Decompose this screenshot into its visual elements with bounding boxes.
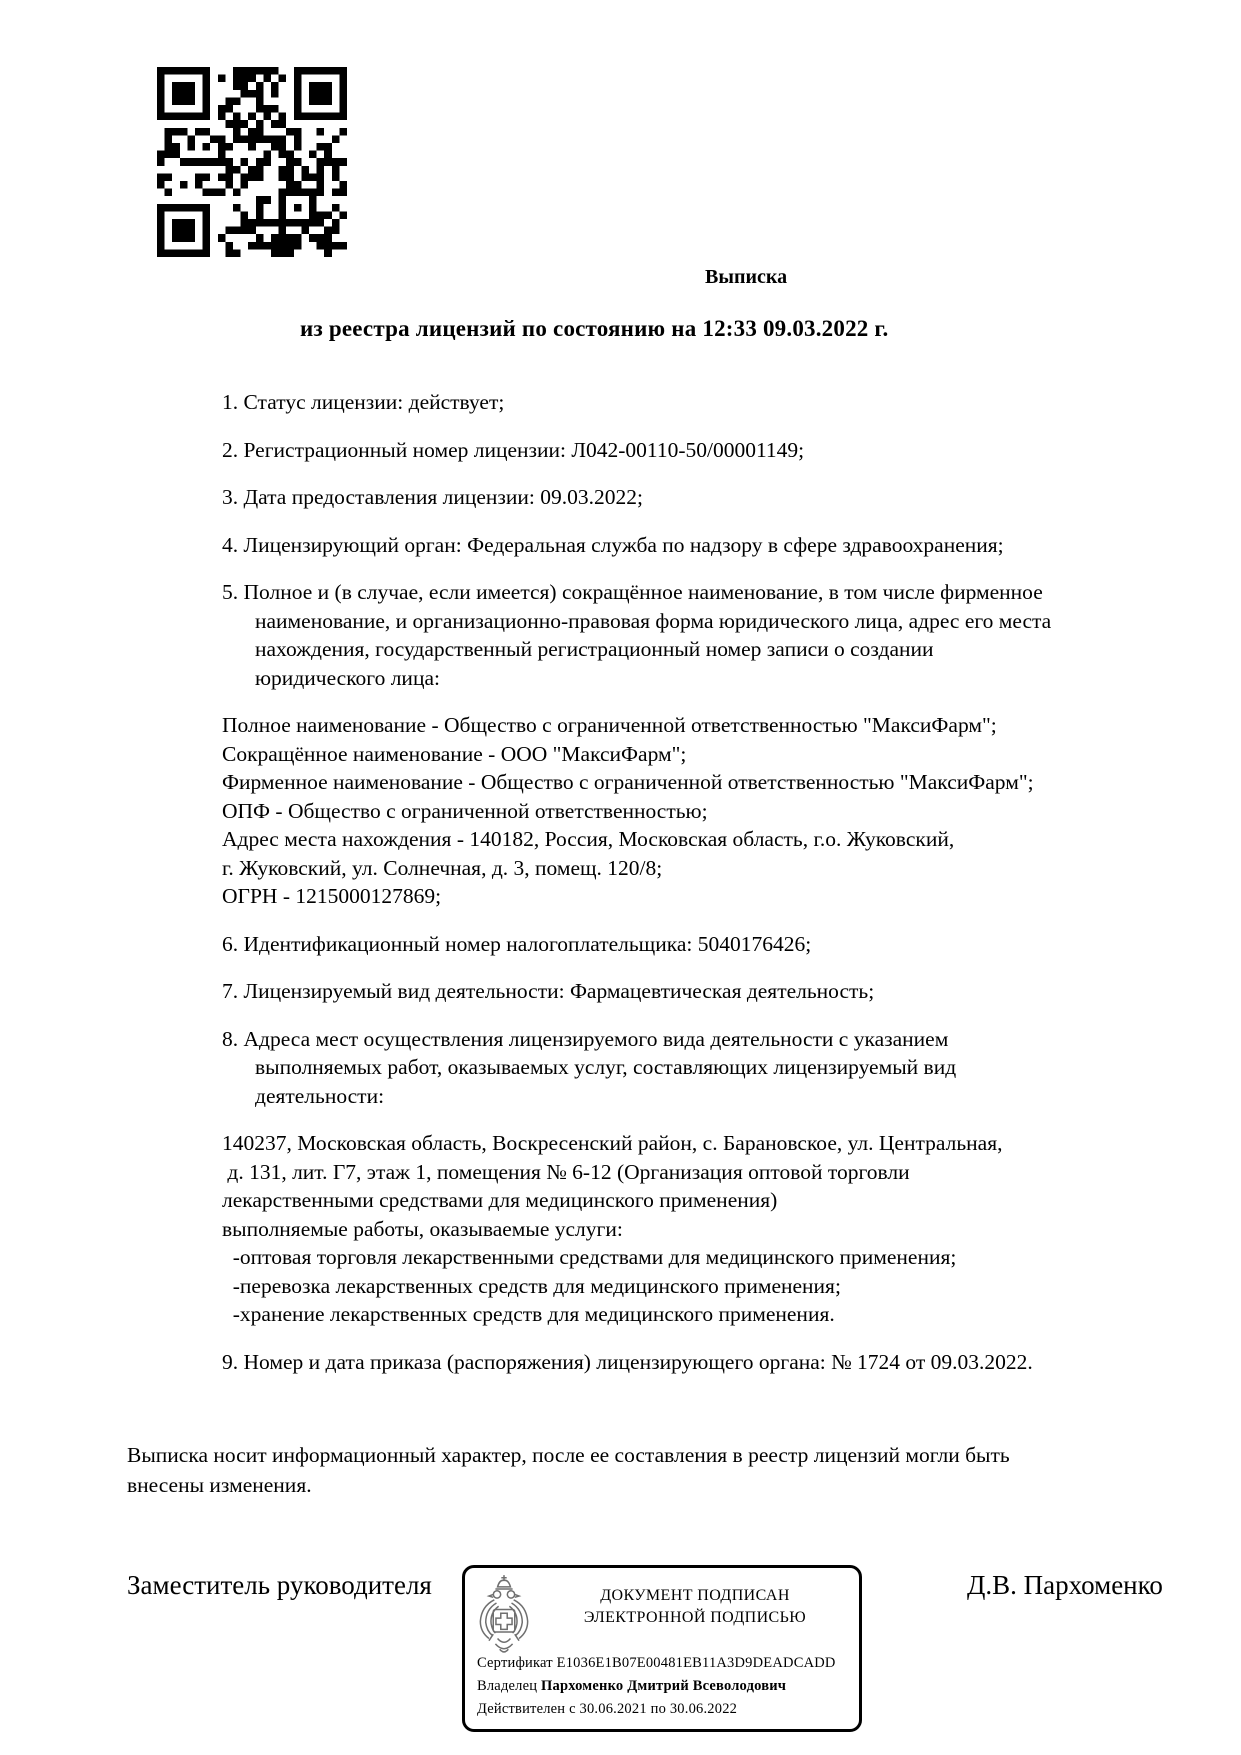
org-details-block: Полное наименование - Общество с ограниченной ответственностью "МаксиФарм"; Сокращённое наименование - ООО "МаксиФарм"; Фирменное наименование - Общество с ограниченной ответственностью "МаксиФарм"; ОПФ - Общество с ограниченной ответственностью; Адрес места нахождения - 140182, Россия, Московская область, г.о. Жуковский, г. Жуковский, ул. Солнечная, д. 3, помещ. 120/8; ОГРН - 1215000127869;: [222, 713, 1034, 908]
certificate-line: [477, 1652, 836, 1675]
stamp-title: [553, 1585, 837, 1629]
stamp-title-line2: ЭЛЕКТРОННОЙ ПОДПИСЬЮ: [583, 1609, 807, 1626]
address-details-block: 140237, Московская область, Воскресенский район, с. Барановское, ул. Центральная, д. 131, лит. Г7, этаж 1, помещения № 6-12 (Организация оптовой торговли лекарственными средствами для медицинского применения) выполняемые работы, оказываемые услуги: -оптовая торговля лекарственными средствами для медицинского применения; -перевозка лекарственных средств для медицинского применения; -хранение лекарственных средств для медицинского применения.: [222, 1131, 1003, 1326]
stamp-meta: [477, 1652, 836, 1721]
informational-note: Выписка носит информационный характер, после ее составления в реестр лицензий могли быть внесены изменения.: [127, 1443, 1010, 1497]
owner-value: Пархоменко Дмитрий Всеволодович: [541, 1678, 787, 1694]
signature-name: Д.В. Пархоменко: [967, 1570, 1163, 1600]
qr-code: [157, 67, 347, 257]
owner-line: [477, 1675, 836, 1698]
validity-line: Действителен с 30.06.2021 по 30.06.2022: [477, 1701, 738, 1717]
list-item-4-licensing-authority: 4. Лицензирующий орган: Федеральная служба по надзору в сфере здравоохранения;: [222, 532, 1004, 557]
page-subtitle: из реестра лицензий по состоянию на 12:33 09.03.2022 г.: [300, 316, 889, 341]
certificate-value: E1036E1B07E00481EB11A3D9DEADCADD: [556, 1655, 836, 1671]
stamp-title-line1: ДОКУМЕНТ ПОДПИСАН: [600, 1587, 790, 1604]
page-title: Выписка: [705, 266, 788, 288]
list-item-5-legal-entity-info: 5. Полное и (в случае, если имеется) сокращённое наименование, в том числе фирменное наименование, и организационно-правовая форма юридического лица, адрес его места нахождения, государственный регистрационный номер записи о создании юридического лица:: [222, 580, 1052, 690]
document-body: [222, 388, 1127, 1395]
list-item-7-activity-type: 7. Лицензируемый вид деятельности: Фармацевтическая деятельность;: [222, 979, 875, 1003]
list-item-3-grant-date: 3. Дата предоставления лицензии: 09.03.2022;: [222, 485, 643, 509]
list-item-9-order-number: 9. Номер и дата приказа (распоряжения) лицензирующего органа: № 1724 от 09.03.2022.: [222, 1349, 1033, 1374]
signature-role: Заместитель руководителя: [127, 1570, 432, 1600]
list-item-8-activity-addresses: 8. Адреса мест осуществления лицензируемого вида деятельности с указанием выполняемых работ, оказываемых услуг, составляющих лицензируемый вид деятельности:: [222, 1026, 957, 1108]
digital-signature-stamp: [462, 1565, 862, 1732]
owner-label: Владелец: [477, 1678, 538, 1694]
certificate-label: Сертификат: [477, 1655, 553, 1671]
list-item-6-taxpayer-number: 6. Идентификационный номер налогоплательщика: 5040176426;: [222, 931, 812, 956]
list-item-1-license-status: 1. Статус лицензии: действует;: [222, 390, 505, 414]
double-headed-eagle-emblem-icon: [475, 1574, 533, 1660]
list-item-2-registration-number: 2. Регистрационный номер лицензии: Л042-00110-50/00001149;: [222, 437, 805, 462]
